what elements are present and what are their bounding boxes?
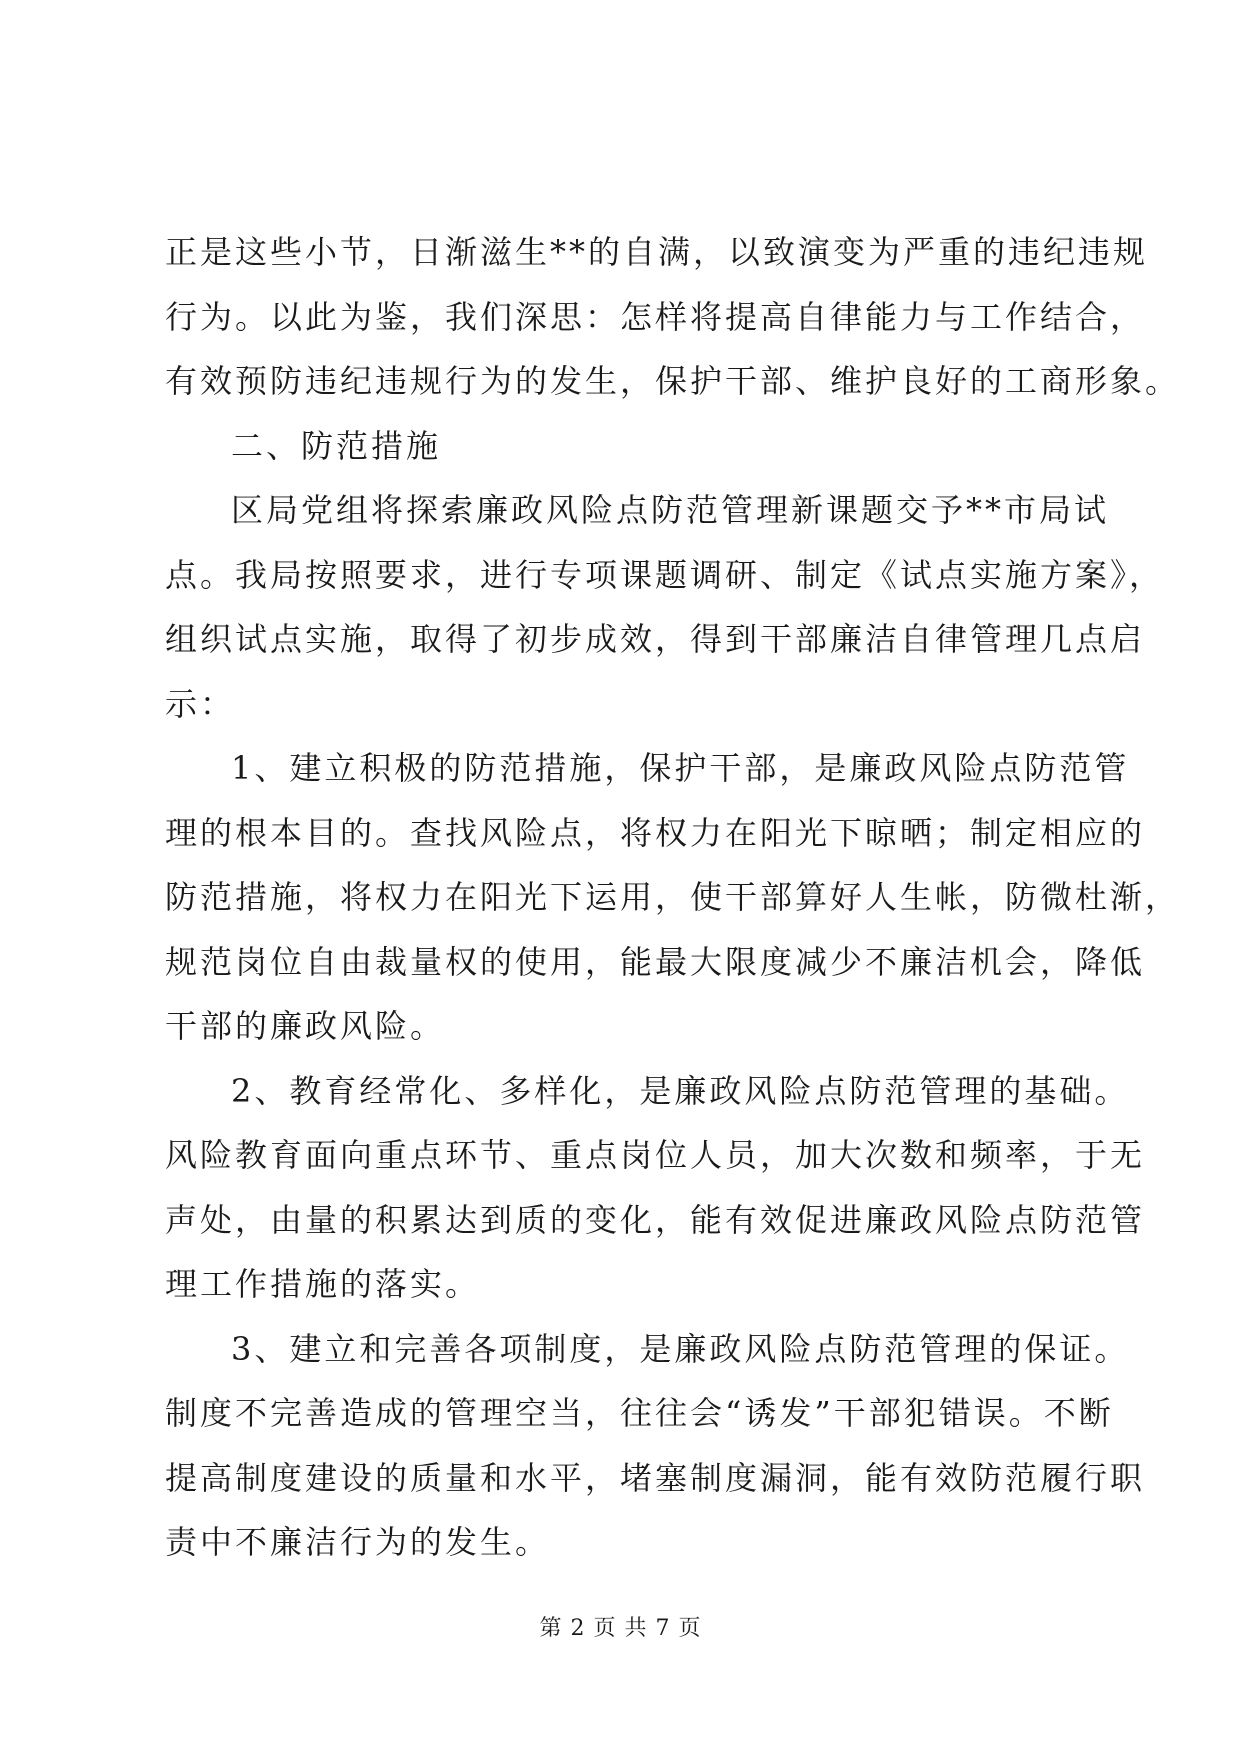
- text-line: 责中不廉洁行为的发生。: [165, 1523, 551, 1561]
- text-line: 点。我局按照要求，进行专项课题调研、制定《试点实施方案》，: [165, 555, 1165, 594]
- text-line: 1、建立积极的防范措施，保护干部，是廉政风险点防范管: [231, 749, 1130, 787]
- text-line: 示：: [165, 684, 236, 723]
- text-line: 制度不完善造成的管理空当，往往会“诱发”干部犯错误。不断: [165, 1394, 1114, 1432]
- text-line: 提高制度建设的质量和水平，堵塞制度漏洞，能有效防范履行职: [165, 1458, 1146, 1497]
- text-line: 3、建立和完善各项制度，是廉政风险点防范管理的保证。: [231, 1329, 1130, 1368]
- page-number-footer: 第 2 页 共 7 页: [539, 1616, 702, 1641]
- text-line: 有效预防违纪违规行为的发生，保护干部、维护良好的工商形象。: [165, 362, 1181, 400]
- text-line: 干部的廉政风险。: [165, 1007, 446, 1045]
- text-line: 区局党组将探索廉政风险点防范管理新课题交予**市局试: [231, 491, 1110, 529]
- text-line: 组织试点实施，取得了初步成效，得到干部廉洁自律管理几点启: [165, 620, 1146, 658]
- section-heading: 二、防范措施: [231, 426, 442, 465]
- text-line: 理的根本目的。查找风险点，将权力在阳光下晾晒；制定相应的: [165, 813, 1146, 852]
- text-line: 理工作措施的落实。: [165, 1265, 481, 1303]
- text-line: 风险教育面向重点环节、重点岗位人员，加大次数和频率，于无: [165, 1136, 1146, 1174]
- text-line: 正是这些小节，日渐滋生**的自满，以致演变为严重的违纪违规: [165, 233, 1149, 271]
- text-line: 防范措施，将权力在阳光下运用，使干部算好人生帐，防微杜渐，: [165, 878, 1181, 916]
- text-line: 2、教育经常化、多样化，是廉政风险点防范管理的基础。: [231, 1071, 1130, 1110]
- text-line: 行为。以此为鉴，我们深思：怎样将提高自律能力与工作结合，: [165, 297, 1146, 336]
- text-line: 声处，由量的积累达到质的变化，能有效促进廉政风险点防范管: [165, 1200, 1146, 1239]
- document-body: [165, 230, 1181, 1585]
- text-line: 规范岗位自由裁量权的使用，能最大限度减少不廉洁机会，降低: [165, 942, 1146, 981]
